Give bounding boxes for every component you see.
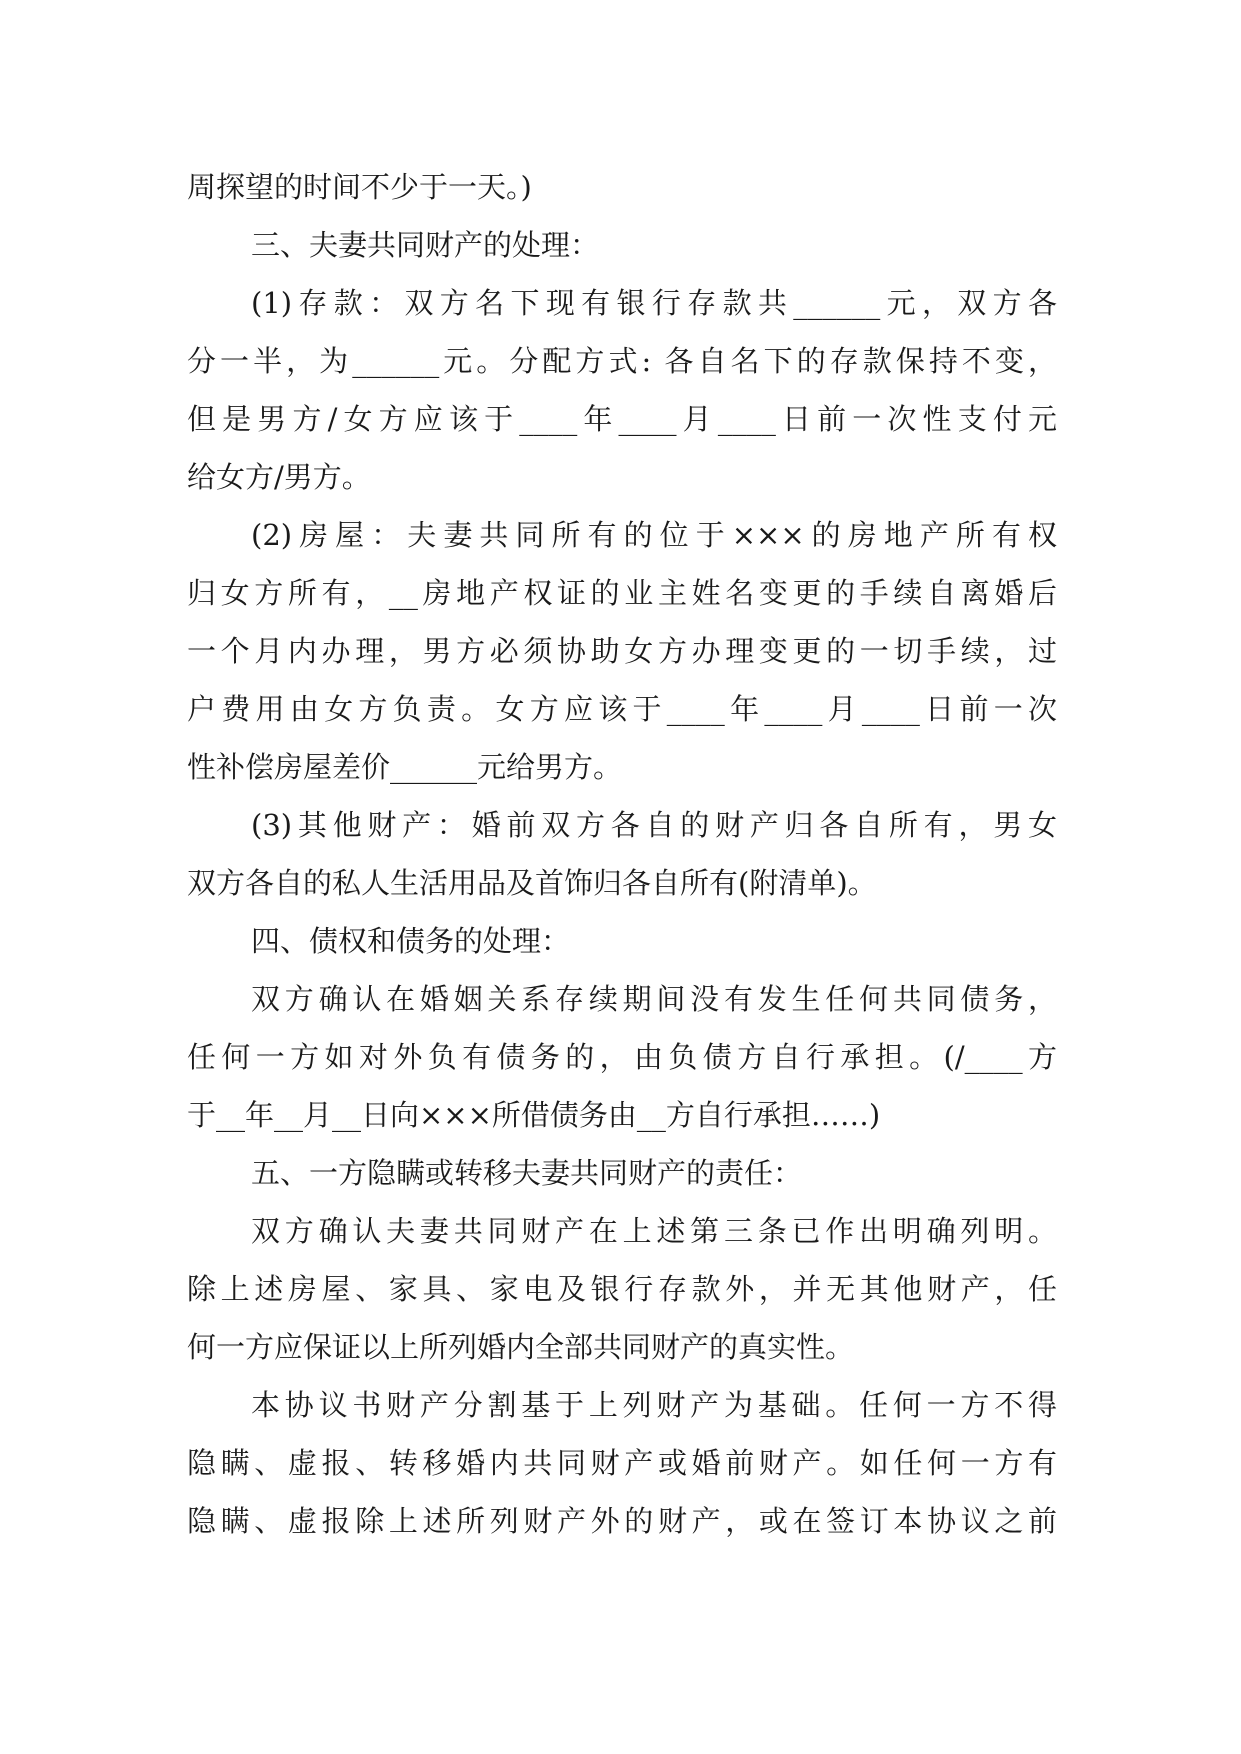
text-line: 双方确认在婚姻关系存续期间没有发生任何共同债务， bbox=[251, 982, 1057, 1016]
text-line: 隐瞒、虚报、转移婚内共同财产或婚前财产。如任何一方有 bbox=[187, 1446, 1057, 1480]
text-line: 周探望的时间不少于一天。) bbox=[187, 170, 532, 204]
text-line: (3)其他财产：婚前双方各自的财产归各自所有，男女 bbox=[251, 808, 1057, 842]
section-heading-property: 三、夫妻共同财产的处理： bbox=[251, 228, 600, 262]
text-line: 性补偿房屋差价______元给男方。 bbox=[187, 750, 623, 784]
document-body bbox=[187, 158, 1057, 1550]
section-heading-debts: 四、债权和债务的处理： bbox=[251, 924, 571, 958]
text-line: 除上述房屋、家具、家电及银行存款外，并无其他财产，任 bbox=[187, 1272, 1057, 1306]
text-line: (2)房屋：夫妻共同所有的位于×××的房地产所有权 bbox=[251, 518, 1057, 552]
text-line: 隐瞒、虚报除上述所列财产外的财产，或在签订本协议之前 bbox=[187, 1504, 1057, 1538]
text-line: 本协议书财产分割基于上列财产为基础。任何一方不得 bbox=[251, 1388, 1057, 1422]
text-line: 双方各自的私人生活用品及首饰归各自所有(附清单)。 bbox=[187, 866, 877, 900]
text-line: 分一半，为______元。分配方式: 各自名下的存款保持不变， bbox=[187, 344, 1057, 378]
text-line: 任何一方如对外负有债务的，由负债方自行承担。(/____方 bbox=[187, 1040, 1057, 1074]
text-line: 一个月内办理，男方必须协助女方办理变更的一切手续，过 bbox=[187, 634, 1057, 668]
text-line: 于__年__月__日向×××所借债务由__方自行承担……) bbox=[187, 1098, 881, 1132]
section-heading-concealment: 五、一方隐瞒或转移夫妻共同财产的责任： bbox=[251, 1156, 803, 1190]
text-line: 归女方所有，__房地产权证的业主姓名变更的手续自离婚后 bbox=[187, 576, 1057, 610]
text-line: 何一方应保证以上所列婚内全部共同财产的真实性。 bbox=[187, 1330, 855, 1364]
text-line: 户费用由女方负责。女方应该于____年____月____日前一次 bbox=[187, 692, 1057, 726]
text-line: 双方确认夫妻共同财产在上述第三条已作出明确列明。 bbox=[251, 1214, 1057, 1248]
text-line: 但是男方/女方应该于____年____月____日前一次性支付元 bbox=[187, 402, 1057, 436]
text-line: (1)存款：双方名下现有银行存款共______元，双方各 bbox=[251, 286, 1057, 320]
text-line: 给女方/男方。 bbox=[187, 460, 371, 494]
